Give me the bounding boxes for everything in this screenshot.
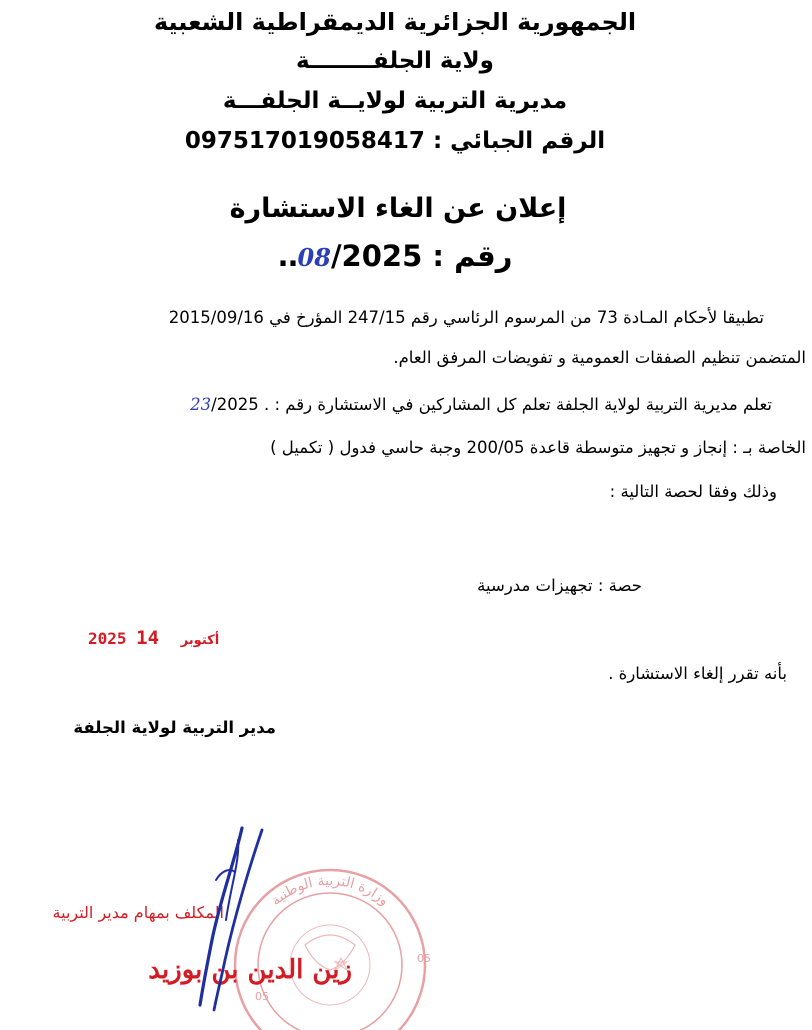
directorate-heading: مديرية التربية لولايــة الجلفـــة bbox=[222, 88, 568, 114]
handwritten-signature bbox=[180, 820, 290, 1020]
wilaya-heading: ولاية الجلفــــــــة bbox=[296, 48, 494, 74]
stamp-role: المكلف بمهام مدير التربية bbox=[52, 903, 224, 922]
fiscal-number-line bbox=[185, 130, 605, 153]
number-handwritten: 08 bbox=[297, 243, 331, 272]
number-label: رقم : bbox=[432, 239, 513, 273]
fiscal-label: الرقم الجبائي : bbox=[432, 128, 606, 154]
decision-line: بأنه تقرر إلغاء الاستشارة . bbox=[608, 664, 787, 683]
seal-text: وزارة التربية الوطنية bbox=[268, 872, 392, 910]
body-line-4: الخاصة بـ : إنجاز و تجهيز متوسطة قاعدة 200/05 وجبة حاسي فدول ( تكميل ) bbox=[270, 438, 806, 457]
seal-code-left: 05 bbox=[255, 990, 269, 1003]
stamp-name: زين الدين بن بوزيد bbox=[148, 955, 352, 985]
number-value: ..08/2025 bbox=[277, 239, 423, 273]
consultation-number-suffix: /2025 bbox=[211, 395, 259, 414]
fiscal-number: 097517019058417 bbox=[184, 128, 425, 154]
body-line-3-ref bbox=[190, 397, 259, 414]
body-line-5: وذلك وفقا لحصة التالية : bbox=[609, 482, 777, 501]
body-line-3-text: تعلم مديرية التربية لولاية الجلفة تعلم كل المشاركين في الاستشارة رقم : . bbox=[263, 395, 772, 414]
consultation-number-handwritten: 23 bbox=[190, 395, 212, 414]
number-suffix: /2025 bbox=[330, 239, 423, 273]
republic-heading: الجمهورية الجزائرية الديمقراطية الشعبية bbox=[153, 8, 637, 36]
date-stamp-year: 2025 bbox=[88, 629, 127, 648]
lot-line: حصة : تجهيزات مدرسية bbox=[477, 576, 642, 595]
date-stamp-day: 14 bbox=[136, 627, 160, 649]
seal-code-right: 05 bbox=[417, 952, 431, 965]
body-line-3 bbox=[190, 397, 772, 414]
body-line-2: المتضمن تنظيم الصفقات العمومية و تفويضات المرفق العام. bbox=[393, 348, 806, 367]
announcement-title: إعلان عن الغاء الاستشارة bbox=[229, 193, 567, 224]
date-stamp bbox=[88, 627, 231, 649]
signatory-title: مدير التربية لولاية الجلفة bbox=[73, 718, 276, 737]
date-stamp-month: أكتوبر bbox=[180, 633, 220, 648]
announcement-number bbox=[277, 239, 513, 273]
body-line-1: تطبيقا لأحكام المـادة 73 من المرسوم الرئاسي رقم 247/15 المؤرخ في 2015/09/16 bbox=[168, 308, 764, 327]
